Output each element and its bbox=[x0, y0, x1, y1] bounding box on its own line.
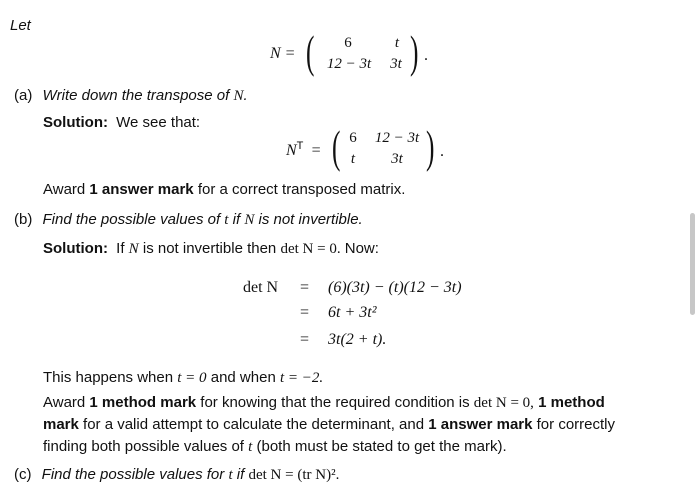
sol-pre: If bbox=[116, 240, 125, 257]
award-bold: 1 method mark bbox=[89, 394, 197, 411]
matrix-cell: 6 bbox=[349, 130, 357, 146]
eq-sign: = bbox=[300, 279, 310, 296]
part-b-q-var2: N bbox=[244, 212, 255, 228]
matrix-cell: t bbox=[394, 35, 400, 51]
award-var: t bbox=[248, 439, 253, 455]
right-paren: ) bbox=[426, 121, 435, 172]
part-a-label: (a) bbox=[14, 87, 33, 104]
part-c-q-var: t bbox=[228, 467, 233, 483]
part-c-q-mid: if bbox=[236, 466, 245, 483]
part-b-award-line2 bbox=[43, 416, 615, 433]
matrix-cell: 3t bbox=[390, 56, 402, 72]
award-math: det N = 0, bbox=[473, 395, 534, 411]
matrix-n-lhs: N = bbox=[270, 45, 296, 62]
award-mid: for a valid attempt to calculate the determinant, and bbox=[83, 416, 425, 433]
eq-sign: = bbox=[300, 304, 310, 321]
transpose-lhs: N bbox=[286, 142, 297, 159]
sol-math: det N = 0. bbox=[280, 241, 341, 257]
solution-label: Solution: bbox=[43, 114, 108, 131]
part-a-question bbox=[14, 87, 248, 105]
part-b-question bbox=[14, 211, 363, 229]
matrix-cell: t bbox=[350, 151, 356, 167]
sol-var: N bbox=[128, 241, 139, 257]
part-a-solution bbox=[43, 114, 200, 131]
det-lhs: det N bbox=[243, 279, 279, 296]
part-a-question-text: Write down the transpose of bbox=[42, 87, 230, 104]
award-post: (both must be stated to get the mark). bbox=[256, 438, 507, 455]
sol-mid: is not invertible then bbox=[142, 240, 277, 257]
left-paren: ( bbox=[306, 26, 315, 77]
award-pre: finding both possible values of bbox=[43, 438, 244, 455]
solution-text: We see that: bbox=[116, 114, 201, 131]
part-c-q-math: det N = (tr N)². bbox=[248, 467, 340, 483]
intro-text: Let bbox=[10, 17, 31, 34]
matrix-cell: 12 − 3t bbox=[326, 56, 372, 72]
part-b-q-var: t bbox=[224, 212, 229, 228]
part-b-q-post: is not invertible. bbox=[258, 211, 363, 228]
matrix-cell: 3t bbox=[391, 151, 403, 167]
award-bold: 1 method bbox=[538, 394, 605, 411]
right-paren: ) bbox=[410, 26, 419, 77]
award-bold: 1 answer mark bbox=[428, 416, 533, 433]
part-b-q-mid: if bbox=[232, 211, 241, 228]
award-post: for a correct transposed matrix. bbox=[197, 181, 406, 198]
award-mid: for knowing that the required condition is bbox=[200, 394, 470, 411]
matrix-cell: 6 bbox=[344, 35, 352, 51]
solution-label: Solution: bbox=[43, 240, 108, 257]
part-a-question-end: . bbox=[243, 87, 248, 104]
happens-line bbox=[43, 369, 323, 387]
part-a-award bbox=[43, 181, 405, 198]
happens-mid: and when bbox=[210, 369, 276, 386]
happens-m2: t = −2. bbox=[279, 370, 324, 386]
vertical-scrollbar-thumb[interactable] bbox=[690, 213, 695, 315]
left-paren: ( bbox=[332, 121, 341, 172]
sol-post: Now: bbox=[344, 240, 379, 257]
transpose-sup: T bbox=[296, 140, 304, 152]
part-b-q-pre: Find the possible values of bbox=[42, 211, 221, 228]
part-b-award-line3 bbox=[43, 438, 507, 456]
award-bold: mark bbox=[43, 416, 79, 433]
part-c-label: (c) bbox=[14, 466, 32, 483]
happens-m1: t = 0 bbox=[177, 370, 207, 386]
award-pre: Award bbox=[43, 394, 86, 411]
det-rhs-2: 6t + 3t² bbox=[328, 304, 377, 321]
part-a-question-var: N bbox=[233, 88, 244, 104]
matrix-n-period: . bbox=[424, 47, 428, 64]
award-bold: 1 answer mark bbox=[89, 181, 194, 198]
part-b-label: (b) bbox=[14, 211, 33, 228]
award-pre: Award bbox=[43, 181, 86, 198]
transpose-period: . bbox=[440, 143, 444, 160]
det-rhs-1: (6)(3t) − (t)(12 − 3t) bbox=[328, 279, 462, 296]
award-post: for correctly bbox=[536, 416, 615, 433]
part-c-q-pre: Find the possible values for bbox=[41, 466, 225, 483]
matrix-cell: 12 − 3t bbox=[374, 130, 420, 146]
part-c-question bbox=[14, 466, 339, 484]
part-b-award-line1 bbox=[43, 394, 605, 412]
happens-pre: This happens when bbox=[43, 369, 174, 386]
transpose-eq: = bbox=[311, 142, 321, 159]
part-b-solution bbox=[43, 240, 379, 258]
det-rhs-3: 3t(2 + t). bbox=[328, 331, 387, 348]
eq-sign: = bbox=[300, 331, 310, 348]
